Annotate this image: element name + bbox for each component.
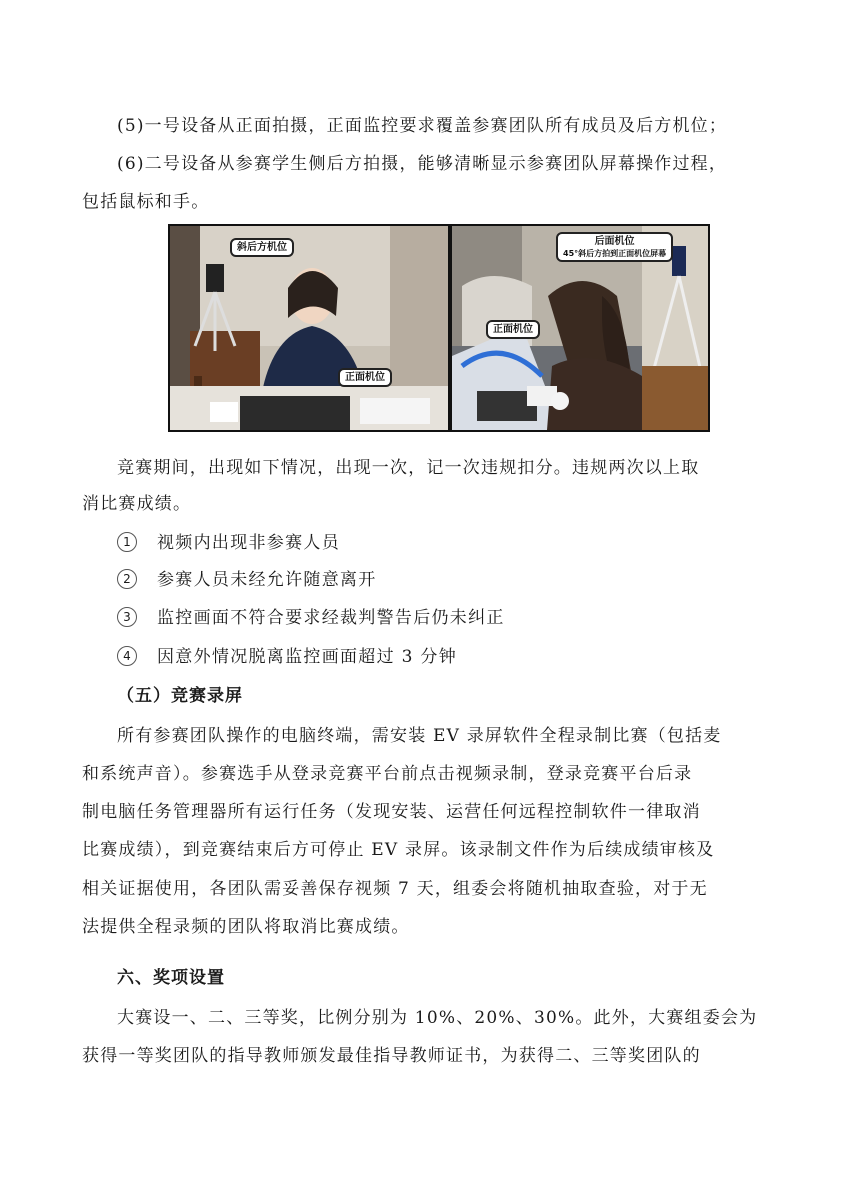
paragraph-item-5: (5)一号设备从正面拍摄，正面监控要求覆盖参赛团队所有成员及后方机位； [117,116,728,136]
list-text: 参赛人员未经允许随意离开 [157,570,377,590]
paragraph-line: 大赛设一、二、三等奖，比例分别为 10%、20%、30%。此外，大赛组委会为 [117,1008,758,1028]
front-camera-callout-right: 正面机位 [486,320,540,339]
paragraph-line: 相关证据使用，各团队需妥善保存视频 7 天，组委会将随机抽取查验，对于无 [82,879,708,899]
violation-intro-cont: 消比赛成绩。 [82,494,192,514]
rear-camera-callout-right-title: 后面机位 [594,236,635,247]
paragraph-line: 所有参赛团队操作的电脑终端，需安装 EV 录屏软件全程录制比赛（包括麦 [117,726,722,746]
paragraph-item-6-cont: 包括鼠标和手。 [82,192,210,212]
section-heading-awards: 六、奖项设置 [117,968,225,988]
list-text: 监控画面不符合要求经裁判警告后仍未纠正 [157,608,505,628]
paragraph-item-6: (6)二号设备从参赛学生侧后方拍摄，能够清晰显示参赛团队屏幕操作过程， [117,154,728,174]
front-camera-callout-left: 正面机位 [338,368,392,387]
list-number: 4 [117,646,137,666]
paragraph-line: 制电脑任务管理器所有运行任务（发现安装、运营任何远程控制软件一律取消 [82,802,701,822]
rear-camera-callout-right [556,232,673,262]
list-item [117,531,340,555]
list-number: 2 [117,569,137,589]
list-text: 视频内出现非参赛人员 [157,533,340,553]
front-camera-photo [170,226,448,430]
paragraph-line: 法提供全程录频的团队将取消比赛成绩。 [82,917,410,937]
section-heading-recording: （五）竞赛录屏 [117,686,243,706]
camera-setup-figure [168,224,710,432]
list-number: 3 [117,607,137,627]
violation-intro: 竞赛期间，出现如下情况，出现一次，记一次违规扣分。违规两次以上取 [117,458,700,478]
paragraph-line: 和系统声音）。参赛选手从登录竞赛平台前点击视频录制，登录竞赛平台后录 [82,764,693,784]
paragraph-line: 获得一等奖团队的指导教师颁发最佳指导教师证书，为获得二、三等奖团队的 [82,1046,701,1066]
rear-camera-callout-left: 斜后方机位 [230,238,294,257]
list-number: 1 [117,532,137,552]
list-item [117,645,457,669]
paragraph-line: 比赛成绩），到竞赛结束后方可停止 EV 录屏。该录制文件作为后续成绩审核及 [82,840,715,860]
list-item [117,568,377,592]
list-text: 因意外情况脱离监控画面超过 3 分钟 [157,647,458,667]
rear-camera-callout-right-desc: 45°斜后方拍到正面机位屏幕 [563,249,667,258]
list-item [117,606,505,630]
